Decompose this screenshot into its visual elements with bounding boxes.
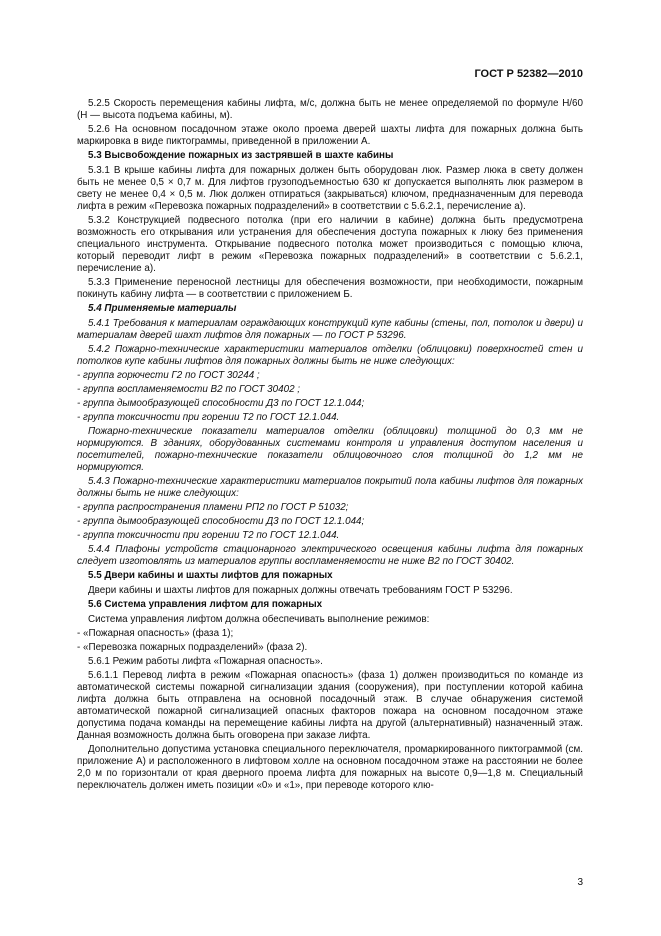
- clause-5-4-3: 5.4.3 Пожарно-технические характеристики материалов покрытий пола кабины лифтов для пожарных должны быть не ниже следующих:: [77, 476, 583, 499]
- list-item: - группа распространения пламени РП2 по ГОСТ Р 51032;: [77, 502, 349, 513]
- clause-5-3-2: 5.3.2 Конструкцией подвесного потолка (при его наличии в кабине) должна быть предусмотрена возможность его открывания или устранения для обеспечения доступа пожарных к люку без применения специального инструмента. Открывание подвесного потолка может производиться с помощью ключа, который переводит лифт в режим «Перевозка пожарных подразделений» в соответствии с 5.6.2.1, перечисление а).: [77, 215, 583, 274]
- clause-5-6-1-1: 5.6.1.1 Перевод лифта в режим «Пожарная опасность» (фаза 1) должен производиться по команде из автоматической системы пожарной сигнализации здания (сооружения), при поступлении которой кабина лифта должна быть отправлена на основной посадочный этаж. В случае обнаружения системой автоматической пожарной сигнализацией опасных факторов пожара на основном посадочном этаже допустима подача команды на перемещение кабины лифта на другой (альтернативный) назначенный этаж. Данная возможность должна быть оговорена при заказе лифта.: [77, 670, 583, 741]
- clause-5-3-3: 5.3.3 Применение переносной лестницы для обеспечения возможности, при необходимости, пожарным покинуть кабину лифта — в соответствии с приложением Б.: [77, 277, 583, 300]
- list-item: - группа дымообразующей способности Д3 по ГОСТ 12.1.044;: [77, 398, 365, 409]
- clause-5-4-1: 5.4.1 Требования к материалам ограждающих конструкций купе кабины (стены, пол, потолок и двери) и материалам дверей шахт лифтов для пожарных — по ГОСТ Р 53296.: [77, 318, 583, 341]
- section-heading-5-3: 5.3 Высвобождение пожарных из застрявшей в шахте кабины: [88, 150, 394, 161]
- list-item: - группа воспламеняемости В2 по ГОСТ 30402 ;: [77, 384, 301, 395]
- list-item: - группа дымообразующей способности Д3 по ГОСТ 12.1.044;: [77, 516, 365, 527]
- clause-5-6-1: 5.6.1 Режим работы лифта «Пожарная опасность».: [88, 656, 323, 667]
- clause-5-5-text: Двери кабины и шахты лифтов для пожарных должны отвечать требованиям ГОСТ Р 53296.: [88, 585, 513, 596]
- page-number: 3: [577, 877, 583, 888]
- list-item: - «Перевозка пожарных подразделений» (фаза 2).: [77, 642, 308, 653]
- list-item: - группа горючести Г2 по ГОСТ 30244 ;: [77, 370, 260, 381]
- clause-5-2-5: 5.2.5 Скорость перемещения кабины лифта, м/с, должна быть не менее определяемой по формуле H/60 (H — высота подъема кабины, м).: [77, 98, 583, 121]
- section-heading-5-4: 5.4 Применяемые материалы: [88, 303, 237, 314]
- clause-5-4-2: 5.4.2 Пожарно-технические характеристики материалов отделки (облицовки) поверхностей стен и потолков купе кабины лифтов для пожарных должны быть не ниже следующих:: [77, 344, 583, 367]
- document-id-header: ГОСТ Р 52382—2010: [474, 68, 583, 80]
- section-heading-5-5: 5.5 Двери кабины и шахты лифтов для пожарных: [88, 570, 333, 581]
- list-item: - группа токсичности при горении Т2 по ГОСТ 12.1.044.: [77, 412, 340, 423]
- clause-5-2-6: 5.2.6 На основном посадочном этаже около проема дверей шахты лифта для пожарных должна быть маркировка в виде пиктограммы, приведенной в приложении А.: [77, 124, 583, 147]
- clause-5-4-2-note: Пожарно-технические показатели материалов отделки (облицовки) толщиной до 0,3 мм не нормируются. В зданиях, оборудованных системами контроля и управления доступом населения и посетителей, пожарно-технические показатели облицовочного слоя толщиной до 1,2 мм не нормируются.: [77, 426, 583, 473]
- clause-5-4-4: 5.4.4 Плафоны устройств стационарного электрического освещения кабины лифта для пожарных следует изготовлять из материалов группы воспламеняемости не ниже В2 по ГОСТ 30402.: [77, 544, 583, 567]
- list-item: - «Пожарная опасность» (фаза 1);: [77, 628, 234, 639]
- document-body: [77, 98, 583, 794]
- list-item: - группа токсичности при горении Т2 по ГОСТ 12.1.044.: [77, 530, 340, 541]
- clause-5-3-1: 5.3.1 В крыше кабины лифта для пожарных должен быть оборудован люк. Размер люка в свету должен быть не менее 0,5 × 0,7 м. Для лифтов грузоподъемностью 630 кг допускается выполнять люк размером в свету не менее 0,4 × 0,5 м. Люк должен отпираться (закрываться) ключом, предназначенным для перевода лифта в режим «Перевозка пожарных подразделений» в соответствии с 5.6.2.1, перечисление а).: [77, 165, 583, 212]
- clause-5-6-1-1-extra: Дополнительно допустима установка специального переключателя, промаркированного пиктограммой (см. приложение А) и расположенного в лифтовом холле на основном посадочном этаже на расстоянии не более 2,0 м по горизонтали от края дверного проема лифта для пожарных на высоте 0,9—1,8 м. Специальный переключатель должен иметь позиции «0» и «1», при переводе которого клю-: [77, 744, 583, 791]
- section-heading-5-6: 5.6 Система управления лифтом для пожарных: [88, 599, 323, 610]
- clause-5-6-intro: Система управления лифтом должна обеспечивать выполнение режимов:: [88, 614, 430, 625]
